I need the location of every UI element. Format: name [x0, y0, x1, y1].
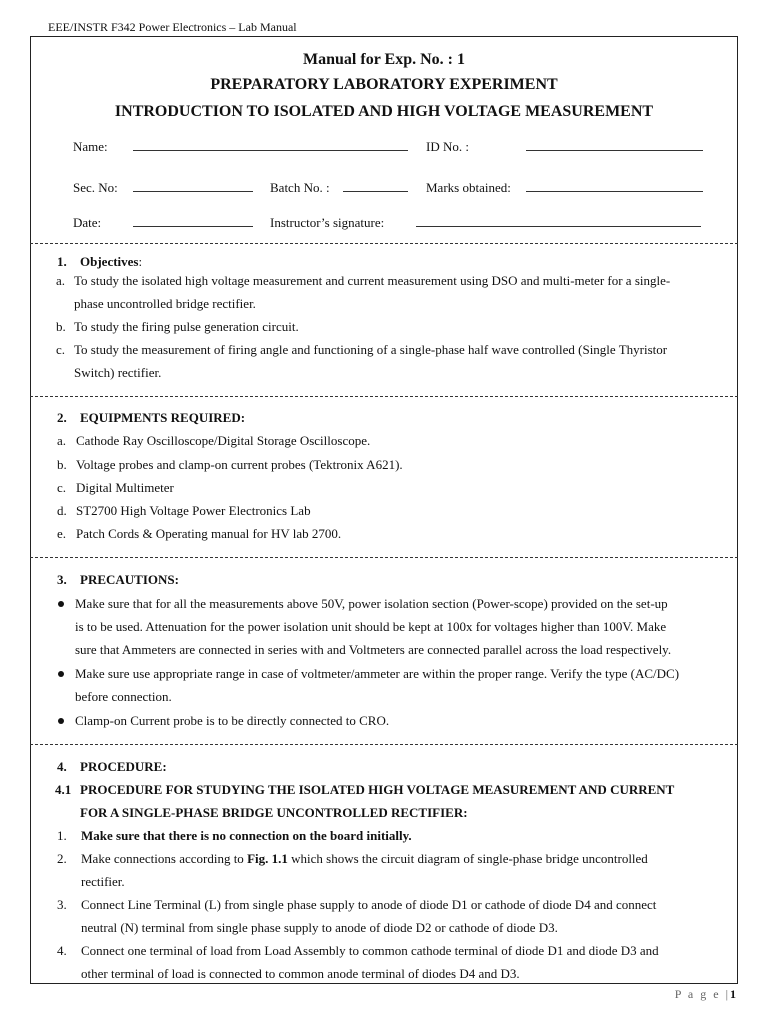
step-text: Connect one terminal of load from Load Assembly to common cathode terminal of diode D1 and diode D3 and	[81, 943, 659, 958]
equipments-heading: EQUIPMENTS REQUIRED:	[80, 410, 246, 425]
date-field[interactable]	[133, 215, 253, 231]
step-text: Make connections according to Fig. 1.1 which shows the circuit diagram of single-phase bridge uncontrolled	[81, 851, 648, 866]
step-label: 1.	[57, 828, 67, 843]
objective-a-text-cont: phase uncontrolled bridge rectifier.	[74, 296, 256, 311]
name-field[interactable]	[133, 139, 408, 155]
precaution-text: Clamp-on Current probe is to be directly connected to CRO.	[75, 713, 390, 728]
objectives-number: 1.	[57, 254, 67, 269]
precaution-text: Make sure use appropriate range in case of voltmeter/ammeter are within the proper range. Verify the type (AC/DC)	[75, 666, 680, 681]
procedure-number: 4.	[57, 759, 67, 774]
precaution-text-cont: sure that Ammeters are connected in series with and Voltmeters are connected parallel across the load respectively.	[75, 642, 672, 657]
objective-b-label: b.	[56, 319, 66, 334]
manual-title: Manual for Exp. No. : 1	[303, 51, 465, 68]
step-text-cont: other terminal of load is connected to common anode terminal of diodes D4 and D3.	[81, 966, 520, 981]
equipment-item: Cathode Ray Oscilloscope/Digital Storage Oscilloscope.	[76, 433, 371, 448]
equipment-item: Digital Multimeter	[76, 480, 174, 495]
objective-c-label: c.	[56, 342, 66, 357]
precaution-text-cont: before connection.	[75, 689, 172, 704]
section-divider	[30, 243, 738, 244]
precaution-text: Make sure that for all the measurements above 50V, power isolation section (Power-scope) provided on the set-up	[75, 596, 668, 611]
page-number: P a g e |1	[674, 987, 736, 1001]
precautions-number: 3.	[57, 572, 67, 587]
batch-field[interactable]	[343, 180, 408, 196]
equipment-label: a.	[57, 433, 67, 448]
subsection-heading: PROCEDURE FOR STUDYING THE ISOLATED HIGH VOLTAGE MEASUREMENT AND CURRENT	[80, 782, 675, 797]
equipment-item: ST2700 High Voltage Power Electronics Lab	[76, 503, 311, 518]
date-label: Date:	[73, 215, 102, 230]
marks-field[interactable]	[526, 180, 703, 196]
id-field[interactable]	[526, 139, 703, 155]
bullet-icon	[58, 601, 64, 607]
step-label: 3.	[57, 897, 67, 912]
name-label: Name:	[73, 139, 108, 154]
running-header: EEE/INSTR F342 Power Electronics – Lab Manual	[48, 20, 297, 34]
step-text-cont: rectifier.	[81, 874, 125, 889]
marks-label: Marks obtained:	[426, 180, 511, 195]
subsection-number: 4.1	[55, 782, 72, 797]
bullet-icon	[58, 671, 64, 677]
signature-field[interactable]	[416, 215, 701, 231]
objective-a-text: To study the isolated high voltage measurement and current measurement using DSO and multi-meter for a single-	[74, 273, 671, 288]
section-divider	[30, 744, 738, 745]
subsection-heading-cont: FOR A SINGLE-PHASE BRIDGE UNCONTROLLED RECTIFIER:	[80, 805, 468, 820]
objective-a-label: a.	[56, 273, 66, 288]
objectives-heading: Objectives:	[80, 254, 143, 269]
step-text: Connect Line Terminal (L) from single phase supply to anode of diode D1 or cathode of diode D4 and connect	[81, 897, 657, 912]
objective-c-text: To study the measurement of firing angle and functioning of a single-phase half wave controlled (Single Thyristor	[74, 342, 668, 357]
precautions-heading: PRECAUTIONS:	[80, 572, 179, 587]
sec-label: Sec. No:	[73, 180, 118, 195]
section-divider	[30, 396, 738, 397]
equipment-item: Patch Cords & Operating manual for HV lab 2700.	[76, 526, 342, 541]
equipment-item: Voltage probes and clamp-on current probes (Tektronix A621).	[76, 457, 403, 472]
id-label: ID No. :	[426, 139, 469, 154]
step-text: Make sure that there is no connection on the board initially.	[81, 828, 412, 843]
equipments-number: 2.	[57, 410, 67, 425]
signature-label: Instructor’s signature:	[270, 215, 385, 230]
equipment-label: d.	[57, 503, 67, 518]
experiment-type: PREPARATORY LABORATORY EXPERIMENT	[210, 76, 558, 93]
procedure-heading: PROCEDURE:	[80, 759, 167, 774]
sec-field[interactable]	[133, 180, 253, 196]
equipment-label: e.	[57, 526, 67, 541]
precaution-text-cont: is to be used. Attenuation for the power isolation unit should be kept at 100x for voltages higher than 100V. Make	[75, 619, 667, 634]
equipment-label: c.	[57, 480, 67, 495]
objective-c-text-cont: Switch) rectifier.	[74, 365, 162, 380]
equipment-label: b.	[57, 457, 67, 472]
section-divider	[30, 557, 738, 558]
objective-b-text: To study the firing pulse generation circuit.	[74, 319, 299, 334]
step-label: 4.	[57, 943, 67, 958]
step-label: 2.	[57, 851, 67, 866]
experiment-title: INTRODUCTION TO ISOLATED AND HIGH VOLTAGE MEASUREMENT	[114, 103, 654, 120]
bullet-icon	[58, 718, 64, 724]
batch-label: Batch No. :	[270, 180, 330, 195]
step-text-cont: neutral (N) terminal from single phase supply to anode of diode D2 or cathode of diode D3.	[81, 920, 558, 935]
